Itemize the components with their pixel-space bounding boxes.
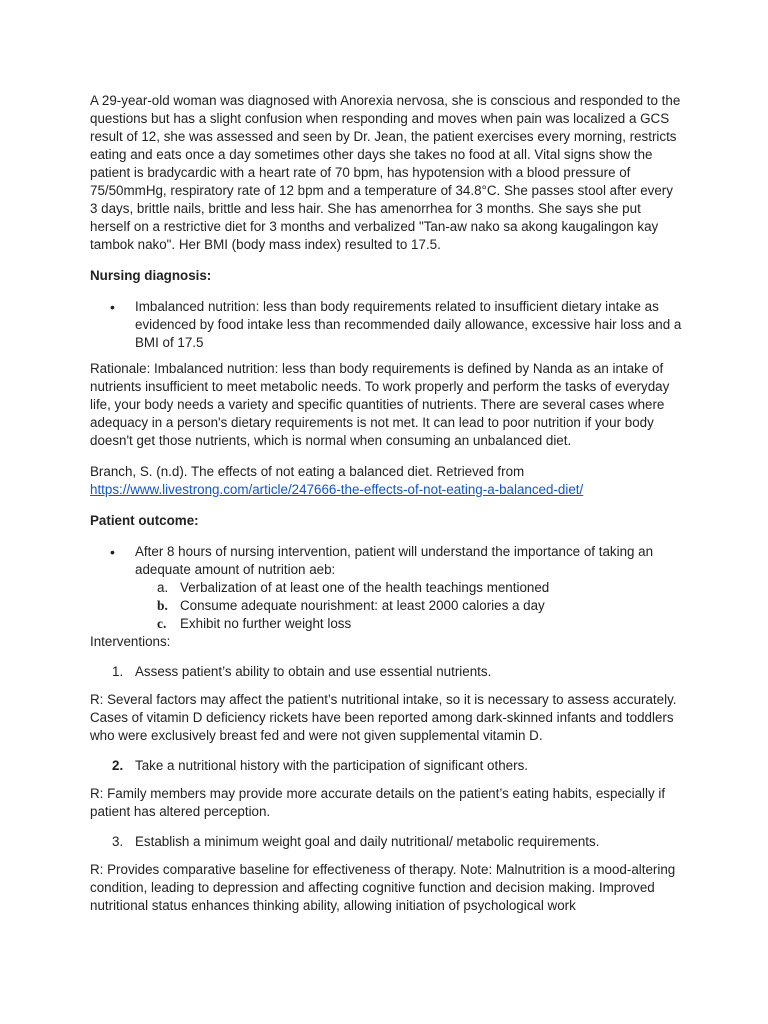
intervention-item [90, 663, 684, 681]
intervention-rationale: R: Family members may provide more accurate details on the patient’s eating habits, especially if patient has altered perception. [90, 786, 666, 819]
number-marker: 1. [112, 664, 124, 679]
sub-marker: a. [157, 580, 169, 595]
bullet-marker: • [110, 299, 115, 315]
list-item [135, 579, 684, 597]
reference-paragraph [90, 463, 684, 499]
list-item [90, 298, 684, 352]
patient-outcome-list [90, 543, 684, 633]
intervention-item [90, 833, 684, 851]
nursing-diagnosis-list [90, 298, 684, 352]
intervention-text: Assess patient’s ability to obtain and use essential nutrients. [135, 664, 492, 679]
intervention-rationale: R: Provides comparative baseline for effectiveness of therapy. Note: Malnutrition is a mood-altering condition, leading to depression and affecting cognitive function and decision making. Improved nutritional status enhances thinking ability, allowing initiation of psychological work [90, 862, 676, 913]
case-intro-paragraph: A 29-year-old woman was diagnosed with Anorexia nervosa, she is conscious and responded to the questions but has a slight confusion when responding and moves when pain was localized a GCS result of 12, she was assessed and seen by Dr. Jean, the patient exercises every morning, restricts eating and eats once a day sometimes other days she takes no food at all. Vital signs show the patient is bradycardic with a heart rate of 70 bpm, has hypotension with a blood pressure of 75/50mmHg, respiratory rate of 12 bpm and a temperature of 34.8°C. She passes stool after every 3 days, brittle nails, brittle and less hair. She has amenorrhea for 3 months. She says she put herself on a restrictive diet for 3 months and verbalized "Tan-aw nako sa akong kaugalingon kay tambok nako". Her BMI (body mass index) resulted to 17.5. [90, 93, 681, 252]
patient-outcome-heading: Patient outcome: [90, 513, 199, 528]
intervention-item [90, 757, 684, 775]
nursing-diagnosis-heading: Nursing diagnosis: [90, 268, 212, 283]
outcome-criterion: Verbalization of at least one of the health teachings mentioned [180, 580, 550, 595]
outcome-criterion: Consume adequate nourishment: at least 2000 calories a day [180, 598, 545, 613]
list-item [135, 597, 684, 615]
list-item [90, 543, 684, 633]
rationale-paragraph: Rationale: Imbalanced nutrition: less than body requirements is defined by Nanda as an intake of nutrients insufficient to meet metabolic needs. To work properly and perform the tasks of everyday life, your body needs a variety and specific quantities of nutrients. There are several cases where adequacy in a person's dietary requirements is not met. It can lead to poor nutrition if your body doesn't get those nutrients, which is normal when consuming an unbalanced diet. [90, 361, 670, 448]
outcome-criterion: Exhibit no further weight loss [180, 616, 352, 631]
bullet-marker: • [110, 544, 115, 560]
outcome-criteria-list [135, 579, 684, 633]
list-item [135, 615, 684, 633]
intervention-text: Take a nutritional history with the participation of significant others. [135, 758, 528, 773]
reference-text: Branch, S. (n.d). The effects of not eating a balanced diet. Retrieved from [90, 464, 525, 479]
intervention-rationale: R: Several factors may affect the patient’s nutritional intake, so it is necessary to assess accurately. Cases of vitamin D deficiency rickets have been reported among dark-skinned infants and toddlers who were exclusively breast fed and were not given supplemental vitamin D. [90, 692, 677, 743]
patient-outcome-text: After 8 hours of nursing intervention, patient will understand the importance of taking an adequate amount of nutrition aeb: [135, 544, 654, 577]
number-marker: 2. [112, 758, 124, 773]
interventions-label: Interventions: [90, 634, 171, 649]
document-page [90, 92, 684, 925]
number-marker: 3. [112, 834, 124, 849]
sub-marker: b. [157, 598, 168, 613]
intervention-text: Establish a minimum weight goal and daily nutritional/ metabolic requirements. [135, 834, 600, 849]
reference-link[interactable]: https://www.livestrong.com/article/247666-the-effects-of-not-eating-a-balanced-diet/ [90, 482, 584, 497]
sub-marker: c. [157, 616, 167, 631]
nursing-diagnosis-text: Imbalanced nutrition: less than body requirements related to insufficient dietary intake as evidenced by food intake less than recommended daily allowance, excessive hair loss and a BMI of 17.5 [135, 299, 682, 350]
